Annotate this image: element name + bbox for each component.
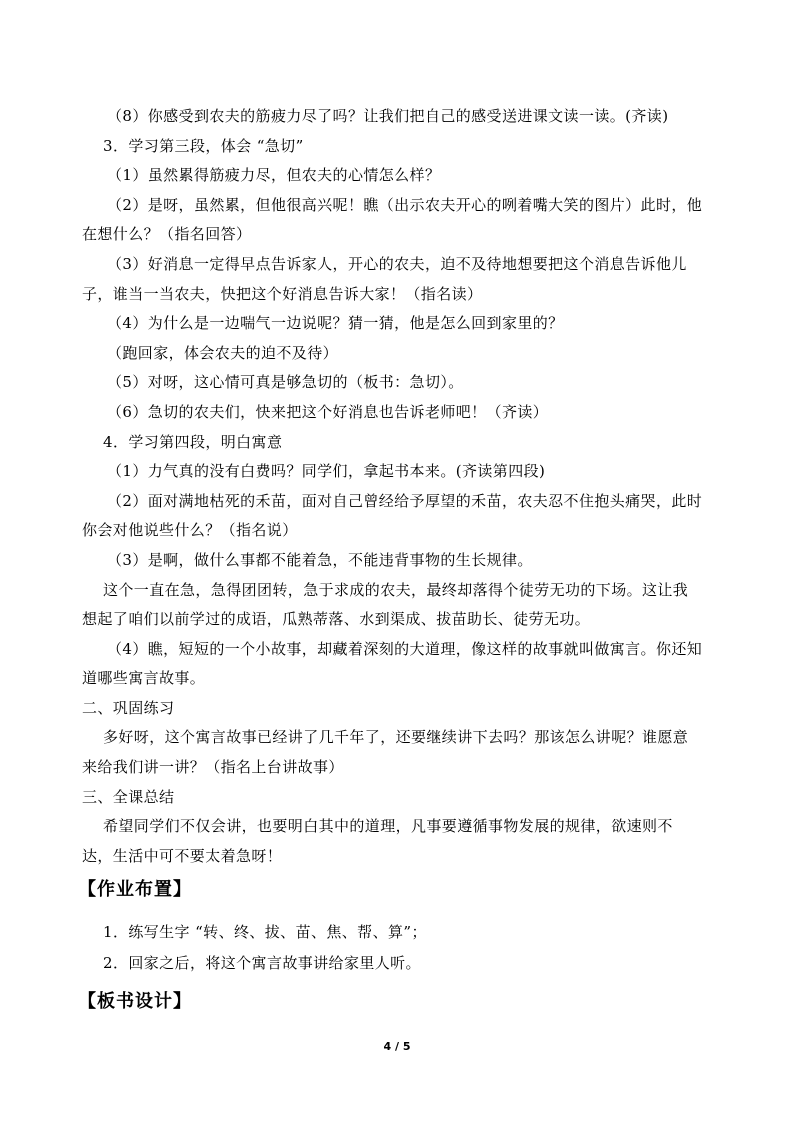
paragraph-line: （跑回家，体会农夫的迫不及待） [107, 343, 339, 362]
paragraph-line: （5）对呀，这心情可真是够急切的（板书：急切）。 [107, 373, 464, 392]
paragraph-line: （6）急切的农夫们，快来把这个好消息也告诉老师吧！（齐读） [107, 402, 549, 421]
section-heading: 三、全课总结 [82, 787, 175, 806]
paragraph-line: （3）是啊，做什么事都不能着急，不能违背事物的生长规律。 [107, 550, 533, 569]
paragraph-line: 在想什么？（指名回答） [82, 225, 252, 244]
paragraph-line: （2）面对满地枯死的禾苗，面对自己曾经给予厚望的禾苗，农夫忍不住抱头痛哭，此时 [107, 491, 703, 510]
homework-item: 1．练写生字 “转、终、拔、苗、焦、帮、算”； [103, 923, 427, 942]
paragraph-line: （3）好消息一定得早点告诉家人，开心的农夫，迫不及待地想要把这个消息告诉他儿 [107, 254, 687, 273]
paragraph-line: 希望同学们不仅会讲，也要明白其中的道理，凡事要遵循事物发展的规律，欲速则不 [103, 817, 673, 836]
page-content [78, 102, 722, 1019]
paragraph-line: （1）力气真的没有白费吗？同学们，拿起书本来。(齐读第四段) [107, 462, 546, 481]
paragraph-line: （8）你感受到农夫的筋疲力尽了吗？让我们把自己的感受送进课文读一读。(齐读) [107, 107, 669, 125]
paragraph-line: （1）虽然累得筋疲力尽，但农夫的心情怎么样？ [107, 166, 441, 185]
homework-heading: 【作业布置】 [78, 879, 192, 901]
page-number: 4 / 5 [383, 1040, 411, 1053]
section-heading: 3．学习第三段，体会 “急切” [103, 136, 304, 155]
paragraph-line: 子，谁当一当农夫，快把这个好消息告诉大家！（指名读） [82, 284, 483, 303]
board-design-heading: 【板书设计】 [78, 991, 192, 1013]
paragraph-line: （4）为什么是一边喘气一边说呢？猜一猜，他是怎么回到家里的？ [107, 314, 564, 333]
paragraph-line: 来给我们讲一讲？（指名上台讲故事） [82, 758, 344, 777]
paragraph-line: 达，生活中可不要太着急呀！ [82, 846, 283, 865]
paragraph-line: 你会对他说些什么？（指名说） [82, 521, 298, 540]
paragraph-line: （2）是呀，虽然累，但他很高兴呢！瞧（出示农夫开心的咧着嘴大笑的图片）此时，他 [107, 195, 703, 214]
section-heading: 4．学习第四段，明白寓意 [103, 432, 283, 451]
paragraph-line: 想起了咱们以前学过的成语，瓜熟蒂落、水到渠成、拔苗助长、徒劳无功。 [82, 610, 591, 629]
homework-item: 2．回家之后，将这个寓言故事讲给家里人听。 [103, 954, 421, 973]
paragraph-line: 这个一直在急，急得团团转，急于求成的农夫，最终却落得个徒劳无功的下场。这让我 [103, 580, 689, 599]
paragraph-line: 多好呀，这个寓言故事已经讲了几千年了，还要继续讲下去吗？那该怎么讲呢？谁愿意 [103, 728, 689, 747]
section-heading: 二、巩固练习 [82, 698, 175, 717]
paragraph-line: （4）瞧，短短的一个小故事，却藏着深刻的大道理，像这样的故事就叫做寓言。你还知 [107, 639, 703, 658]
paragraph-line: 道哪些寓言故事。 [82, 669, 206, 688]
